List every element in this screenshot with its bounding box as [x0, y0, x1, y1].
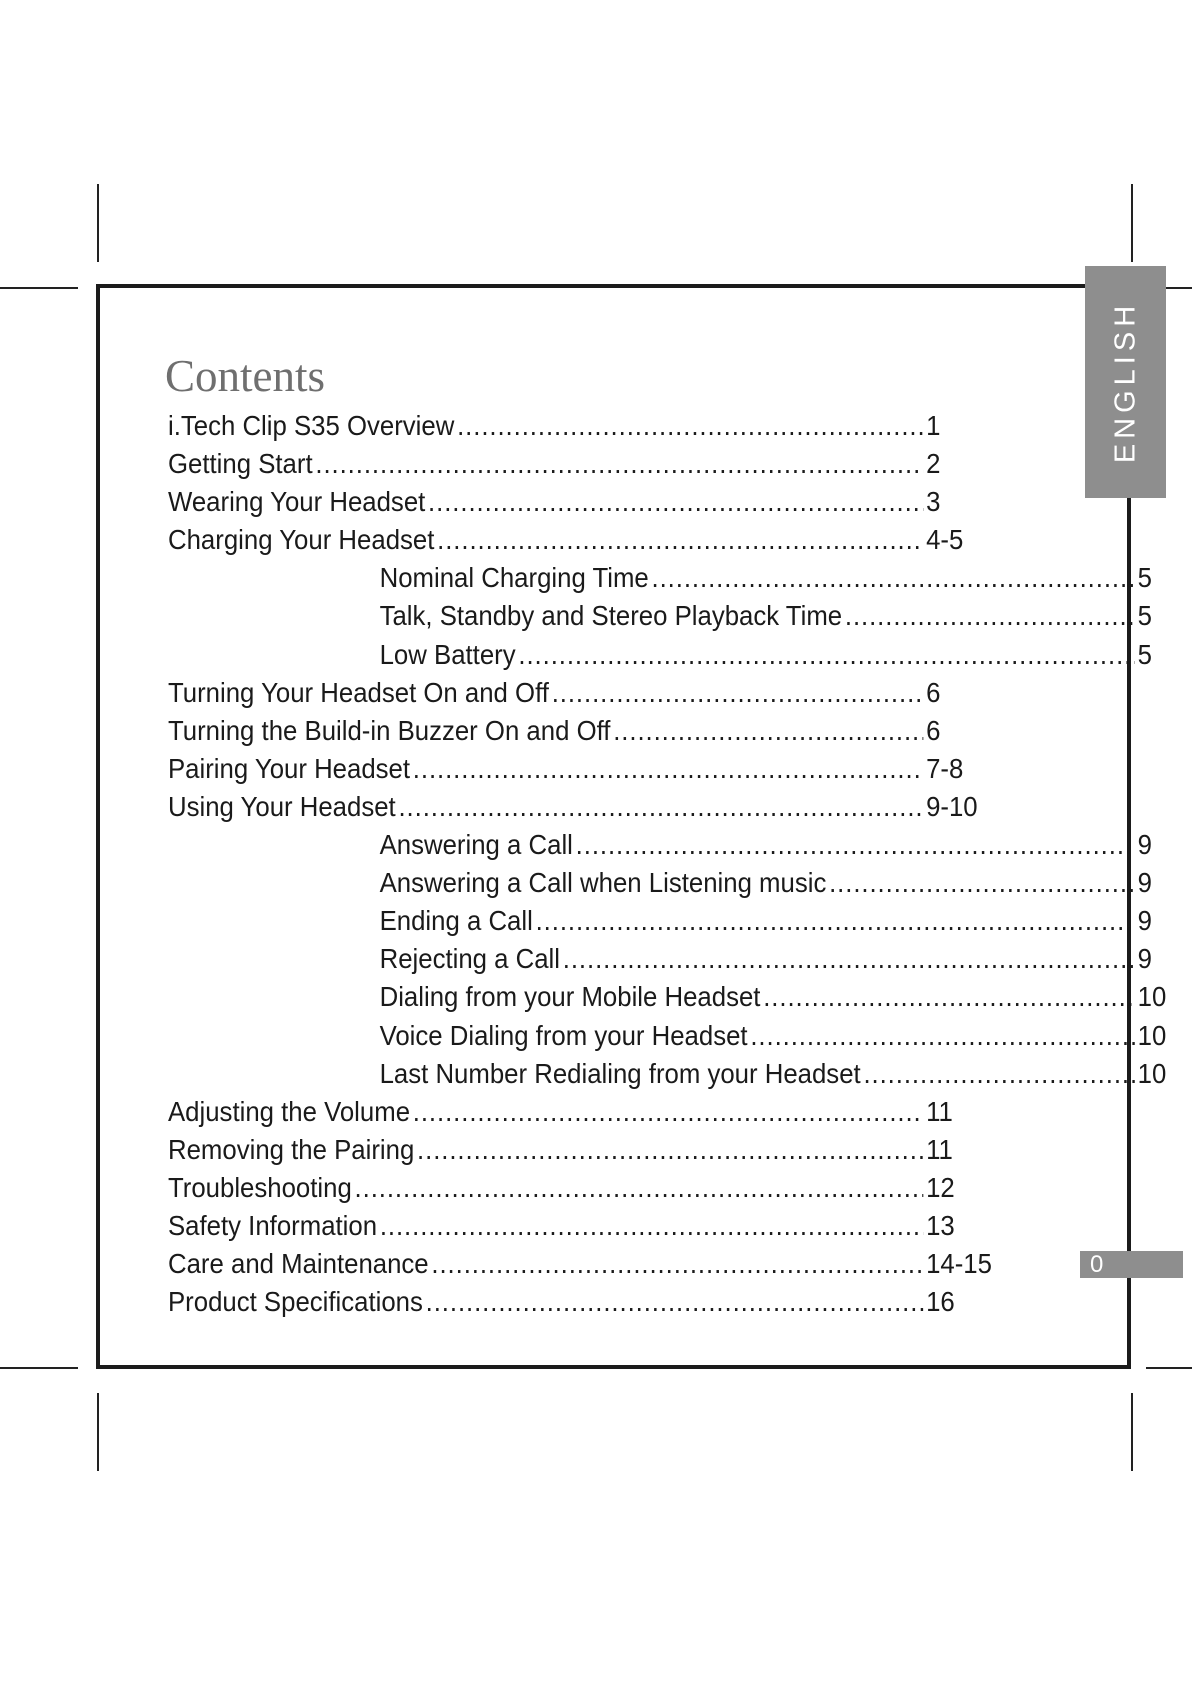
toc-entry-page: 4-5 [926, 524, 964, 556]
toc-entry-label: Using Your Headset [168, 790, 396, 822]
toc-leader-dots [417, 1131, 923, 1169]
toc-leader-dots [536, 902, 1135, 940]
toc-entry[interactable] [168, 1207, 998, 1245]
toc-leader-dots [398, 788, 923, 826]
toc-leader-dots [380, 1207, 924, 1245]
toc-entry-label: Charging Your Headset [168, 524, 435, 556]
toc-leader-dots [652, 559, 1135, 597]
toc-entry-page: 16 [926, 1286, 955, 1318]
toc-entry-page: 11 [926, 1095, 953, 1127]
toc-entry-label: Pairing Your Headset [168, 752, 411, 784]
toc-entry-page: 5 [1137, 638, 1153, 670]
toc-subentry[interactable] [168, 978, 1192, 1016]
crop-mark [97, 184, 99, 262]
page-number-bar [1080, 1251, 1183, 1278]
toc-entry-page: 9 [1137, 829, 1153, 861]
toc-subentry[interactable] [168, 636, 1192, 674]
toc-entry-page: 7-8 [926, 752, 964, 784]
toc-entry-label: Answering a Call [379, 829, 573, 861]
toc-entry-label: Wearing Your Headset [168, 486, 426, 518]
toc-leader-dots [845, 597, 1135, 635]
toc-entry-label: Product Specifications [168, 1286, 423, 1318]
toc-entry[interactable] [168, 674, 998, 712]
crop-mark [0, 287, 78, 289]
crop-mark [97, 1393, 99, 1471]
toc-entry[interactable] [168, 750, 998, 788]
toc-entry-page: 14-15 [926, 1248, 992, 1280]
toc-entry-label: Care and Maintenance [168, 1248, 429, 1280]
toc-entry-label: Last Number Redialing from your Headset [379, 1057, 861, 1089]
toc-entry-page: 13 [926, 1209, 955, 1241]
toc-entry-label: Voice Dialing from your Headset [379, 1019, 748, 1051]
toc-leader-dots [428, 483, 923, 521]
toc-leader-dots [563, 940, 1135, 978]
toc-subentry[interactable] [168, 940, 1192, 978]
toc-subentry[interactable] [168, 826, 1192, 864]
toc-entry-page: 5 [1137, 600, 1153, 632]
toc-entry-page: 9-10 [926, 790, 978, 822]
crop-mark [1131, 184, 1133, 262]
toc-entry-label: i.Tech Clip S35 Overview [168, 410, 455, 441]
toc-entry-label: Answering a Call when Listening music [379, 867, 827, 899]
toc-entry-label: Talk, Standby and Stereo Playback Time [379, 600, 843, 632]
toc-leader-dots [437, 521, 923, 559]
toc-leader-dots [413, 1093, 924, 1131]
toc-leader-dots [829, 864, 1135, 902]
crop-mark [1146, 1367, 1192, 1369]
toc-entry[interactable] [168, 1093, 998, 1131]
toc-entry-label: Troubleshooting [168, 1171, 352, 1203]
toc-entry[interactable] [168, 483, 998, 521]
toc-entry[interactable] [168, 1169, 998, 1207]
toc-entry-page: 10 [1137, 1019, 1167, 1051]
toc-leader-dots [750, 1017, 1135, 1055]
toc-subentry[interactable] [168, 902, 1192, 940]
crop-mark [0, 1367, 78, 1369]
language-tab-label: ENGLISH [1109, 300, 1141, 464]
table-of-contents [168, 407, 1167, 1321]
toc-entry-label: Turning Your Headset On and Off [168, 676, 549, 708]
toc-entry[interactable] [168, 407, 998, 445]
toc-entry-page: 11 [926, 1133, 953, 1165]
toc-leader-dots [613, 712, 923, 750]
toc-entry-page: 9 [1137, 867, 1153, 899]
toc-entry-page: 12 [926, 1171, 955, 1203]
toc-leader-dots [355, 1169, 924, 1207]
toc-entry-label: Getting Start [168, 448, 313, 480]
page-number: 0 [1090, 1251, 1104, 1278]
toc-entry-label: Ending a Call [379, 905, 533, 937]
toc-entry-page: 9 [1137, 905, 1153, 937]
toc-entry-label: Removing the Pairing [168, 1133, 415, 1165]
toc-entry-label: Low Battery [379, 638, 516, 670]
toc-entry-label: Rejecting a Call [379, 943, 561, 975]
toc-leader-dots [315, 445, 923, 483]
toc-leader-dots [518, 636, 1135, 674]
toc-leader-dots [863, 1055, 1134, 1093]
toc-subentry[interactable] [168, 1017, 1192, 1055]
language-tab [1085, 266, 1166, 498]
toc-entry[interactable] [168, 1283, 998, 1321]
toc-leader-dots [576, 826, 1135, 864]
toc-entry-page: 2 [926, 448, 941, 480]
toc-entry-page: 1 [926, 410, 941, 441]
toc-entry-page: 6 [926, 676, 941, 708]
toc-entry-label: Adjusting the Volume [168, 1095, 411, 1127]
toc-entry-label: Turning the Build-in Buzzer On and Off [168, 714, 611, 746]
toc-entry[interactable] [168, 445, 998, 483]
toc-subentry[interactable] [168, 559, 1192, 597]
toc-entry[interactable] [168, 1131, 998, 1169]
toc-entry-page: 6 [926, 714, 941, 746]
toc-leader-dots [457, 407, 923, 445]
toc-entry[interactable] [168, 712, 998, 750]
toc-entry[interactable] [168, 788, 998, 826]
toc-leader-dots [413, 750, 924, 788]
crop-mark [1131, 1393, 1133, 1471]
toc-entry[interactable] [168, 1245, 998, 1283]
toc-leader-dots [431, 1245, 923, 1283]
toc-leader-dots [763, 978, 1135, 1016]
toc-leader-dots [426, 1283, 924, 1321]
toc-entry-label: Safety Information [168, 1209, 378, 1241]
page-title: Contents [165, 351, 326, 401]
toc-entry-label: Nominal Charging Time [379, 562, 649, 594]
toc-entry[interactable] [168, 521, 998, 559]
toc-subentry[interactable] [168, 864, 1192, 902]
toc-entry-page: 3 [926, 486, 941, 518]
toc-entry-page: 5 [1137, 562, 1153, 594]
toc-subentry[interactable] [168, 1055, 1192, 1093]
toc-entry-page: 9 [1137, 943, 1153, 975]
toc-entry-page: 10 [1137, 1057, 1167, 1089]
toc-leader-dots [552, 674, 924, 712]
toc-subentry[interactable] [168, 597, 1192, 635]
toc-entry-label: Dialing from your Mobile Headset [379, 981, 761, 1013]
toc-entry-page: 10 [1137, 981, 1167, 1013]
